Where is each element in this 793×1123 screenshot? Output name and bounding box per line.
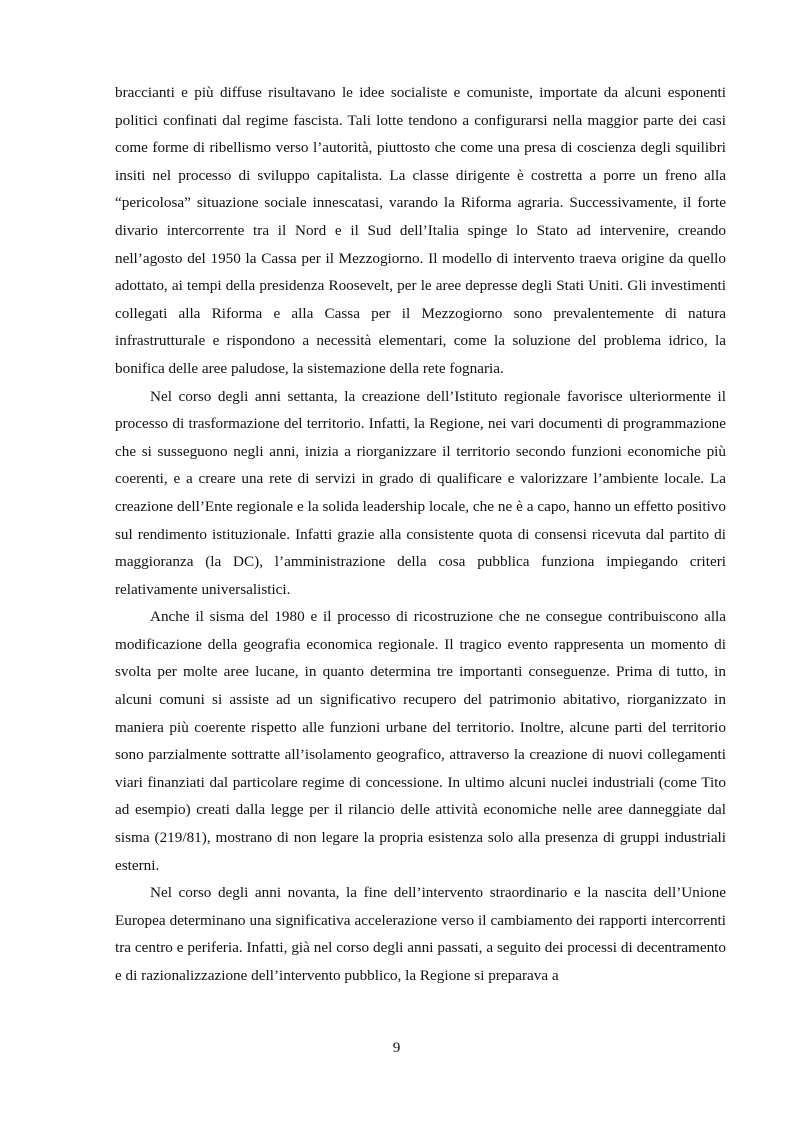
page-number: 9 <box>392 1039 401 1056</box>
paragraph-1: braccianti e più diffuse risultavano le idee socialiste e comuniste, importate da alcuni esponenti politici confinati dal regime fascista. Tali lotte tendono a configurarsi nella maggior parte dei casi come forme di ribellismo verso l’autorità, piuttosto che come una presa di coscienza degli squilibri insiti nel processo di sviluppo capitalista. La classe dirigente è costretta a porre un freno alla “pericolosa” situazione sociale innescatasi, varando la Riforma agraria. Successivamente, il forte divario intercorrente tra il Nord e il Sud dell’Italia spinge lo Stato ad intervenire, creando nell’agosto del 1950 la Cassa per il Mezzogiorno. Il modello di intervento traeva origine da quello adottato, ai tempi della presidenza Roosevelt, per le aree depresse degli Stati Uniti. Gli investimenti collegati alla Riforma e alla Cassa per il Mezzogiorno sono prevalentemente di natura infrastrutturale e rispondono a necessità elementari, come la soluzione del problema idrico, la bonifica delle aree paludose, la sistemazione della rete fognaria. <box>115 84 726 377</box>
paragraph-4: Nel corso degli anni novanta, la fine dell’intervento straordinario e la nascita dell’Unione Europea determinano una significativa accelerazione verso il cambiamento dei rapporti intercorrenti tra centro e periferia. Infatti, già nel corso degli anni passati, a seguito dei processi di decentramento e di razionalizzazione dell’intervento pubblico, la Regione si preparava a <box>115 884 726 984</box>
paragraph-2: Nel corso degli anni settanta, la creazione dell’Istituto regionale favorisce ulteriormente il processo di trasformazione del territorio. Infatti, la Regione, nei vari documenti di programmazione che si susseguono negli anni, inizia a riorganizzare il territorio secondo funzioni economiche più coerenti, e a creare una rete di servizi in grado di qualificare e valorizzare l’ambiente locale. La creazione dell’Ente regionale e la solida leadership locale, che ne è a capo, hanno un effetto positivo sul rendimento istituzionale. Infatti grazie alla consistente quota di consensi ricevuta dal partito di maggioranza (la DC), l’amministrazione della cosa pubblica funziona impiegando criteri relativamente universalistici. <box>115 387 726 598</box>
document-page <box>115 79 726 990</box>
paragraph-3: Anche il sisma del 1980 e il processo di ricostruzione che ne consegue contribuiscono alla modificazione della geografia economica regionale. Il tragico evento rappresenta un momento di svolta per molte aree lucane, in quanto determina tre importanti conseguenze. Prima di tutto, in alcuni comuni si assiste ad un significativo recupero del patrimonio abitativo, riorganizzato in maniera più coerente rispetto alle funzioni urbane del territorio. Inoltre, alcune parti del territorio sono parzialmente sottratte all’isolamento geografico, attraverso la creazione di nuovi collegamenti viari finanziati dal particolare regime di concessione. In ultimo alcuni nuclei industriali (come Tito ad esempio) creati dalla legge per il rilancio delle attività economiche nelle aree danneggiate dal sisma (219/81), mostrano di non legare la propria esistenza solo alla presenza di gruppi industriali esterni. <box>115 608 726 874</box>
